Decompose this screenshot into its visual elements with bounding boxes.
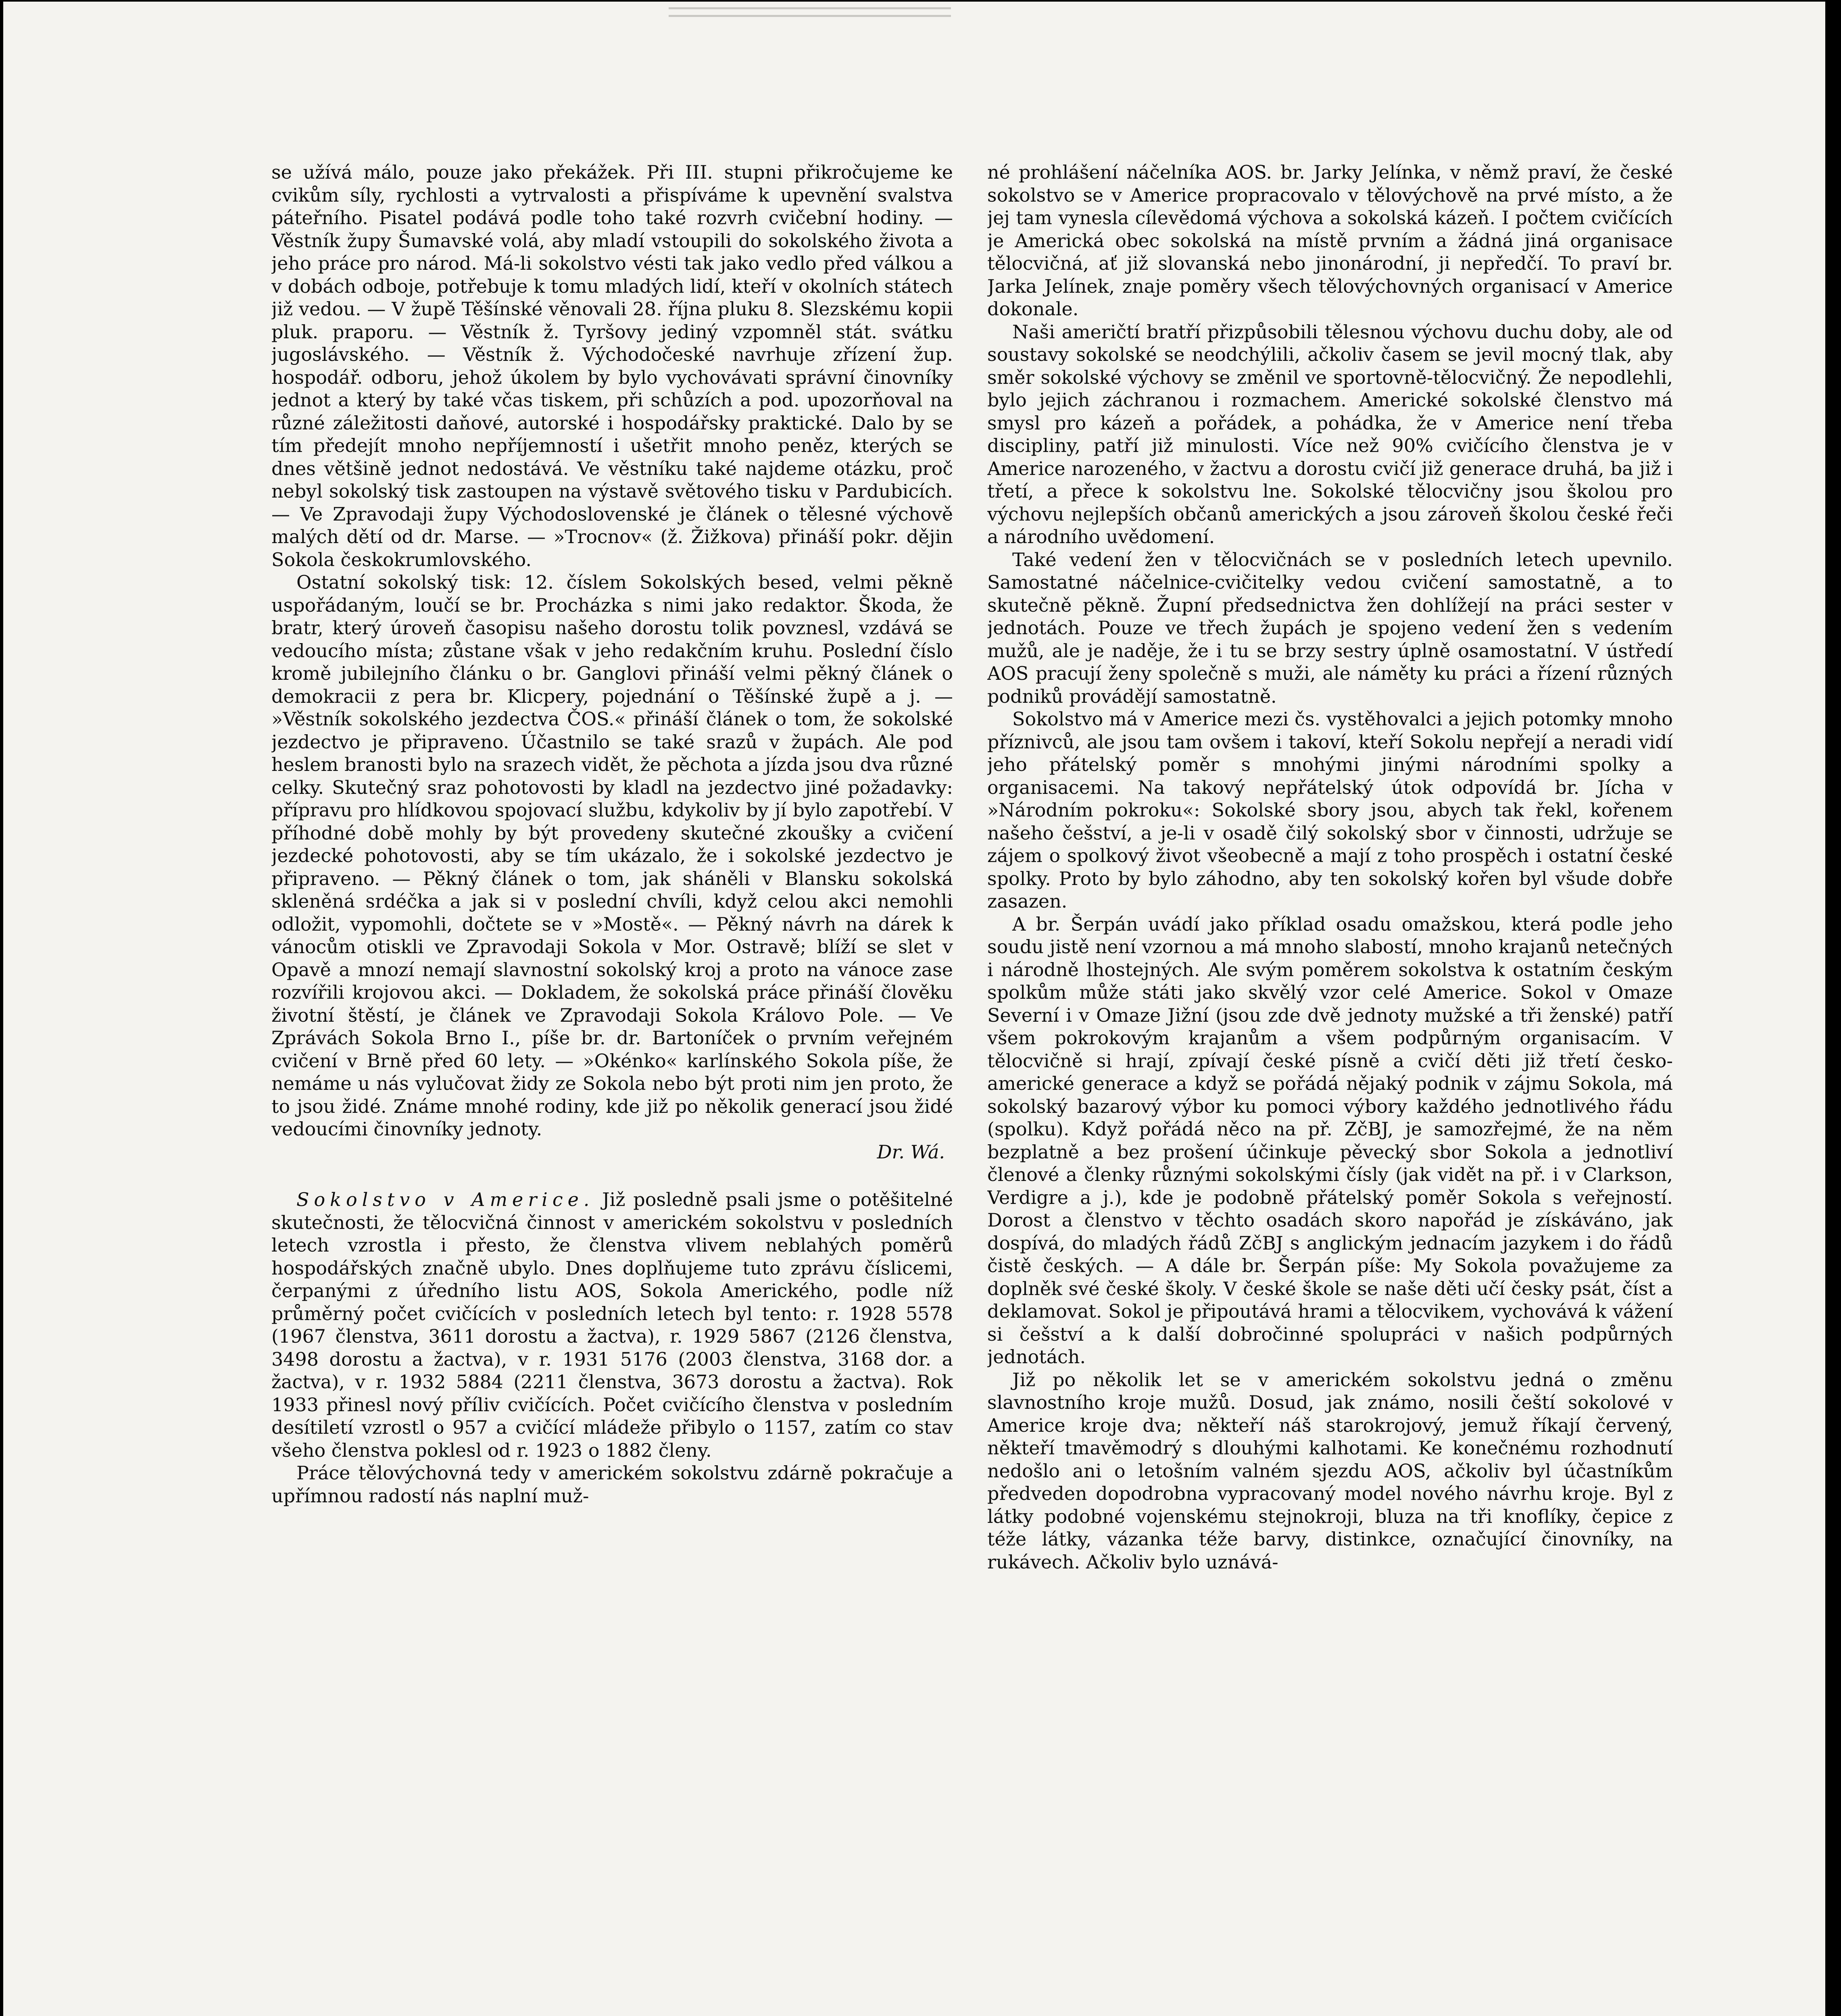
paragraph: Naši američtí bratří přizpůsobili tělesnou výchovu duchu doby, ale od soustavy sokolské se neodchýlili, ačkoliv časem se jevil mocný tlak, aby směr sokolské výchovy se změnil ve sportovně-tělocvičný. Že nepodlehli, bylo jejich záchranou i rozmachem. Americké sokolské členstvo má smysl pro kázeň a pořádek, a pohádka, že v Americe není třeba discipliny, patří již minulosti. Více než 90% cvičícího členstva je v Americe narozeného, v žactvu a dorostu cvičí již generace druhá, ba již i třetí, a přece k sokolstvu lne. Sokolské tělocvičny jsou školou pro výchovu nejlepších občanů amerických a jsou zároveň školou české řeči a národního uvědomení.: [987, 321, 1673, 548]
paragraph: Také vedení žen v tělocvičnách se v posledních letech upevnilo. Samostatné náčelnice-cvičitelky vedou cvičení samostatně, a to skutečně pěkně. Župní předsednictva žen dohlížejí na práci sester v jednotách. Pouze ve třech župách je spojeno vedení žen s vedením mužů, ale je naděje, že i tu se brzy sestry úplně osamostatní. V ústředí AOS pracují ženy společně s muži, ale náměty ku práci a řízení různých podniků provádějí samostatně.: [987, 548, 1673, 707]
right-column: [987, 161, 1673, 2016]
paragraph: Práce tělovýchovná tedy v americkém sokolstvu zdárně pokračuje a upřímnou radostí nás naplní muž-: [271, 1462, 953, 1507]
paragraph: Ostatní sokolský tisk: 12. číslem Sokolských besed, velmi pěkně uspořádaným, loučí se br. Procházka s nimi jako redaktor. Škoda, že bratr, který úroveň časopisu našeho dorostu tolik povznesl, vzdává se vedoucího místa; zůstane však v jeho redakčním kruhu. Poslední číslo kromě jubilejního článku o br. Ganglovi přináší velmi pěkný článek o demokracii z pera br. Klicpery, pojednání o Těšínské župě a j. — »Věstník sokolského jezdectva ČOS.« přináší článek o tom, že sokolské jezdectvo je připraveno. Účastnilo se také srazů v župách. Ale pod heslem branosti bylo na srazech vidět, že pěchota a jízda jsou dva různé celky. Skutečný sraz pohotovosti by kladl na jezdectvo jiné požadavky: přípravu pro hlídkovou spojovací službu, kdykoliv by jí bylo zapotřebí. V příhodné době mohly by být provedeny skutečné zkoušky a cvičení jezdecké pohotovosti, aby se tím ukázalo, že i sokolské jezdectvo je připraveno. — Pěkný článek o tom, jak sháněli v Blansku sokolská skleněná srdéčka a jak si v poslední chvíli, když celou akci nemohli odložit, vypomohli, dočtete se v »Mostě«. — Pěkný návrh na dárek k vánocům otiskli ve Zpravodaji Sokola v Mor. Ostravě; blíží se slet v Opavě a mnozí nemají slavnostní sokolský kroj a proto na vánoce zase rozvířili krojovou akci. — Dokladem, že sokolská práce přináší člověku životní štěstí, je článek ve Zpravodaji Sokola Královo Pole. — Ve Zprávách Sokola Brno I., píše br. dr. Bartoníček o prvním veřejném cvičení v Brně před 60 lety. — »Okénko« karlínského Sokola píše, že nemáme u nás vylučovat židy ze Sokola nebo být proti nim jen proto, že to jsou židé. Známe mnohé rodiny, kde již po několik generací jsou židé vedoucími činovníky jednoty.: [271, 571, 953, 1140]
paragraph: né prohlášení náčelníka AOS. br. Jarky Jelínka, v němž praví, že české sokolstvo se v Americe propracovalo v tělovýchově na prvé místo, a že jej tam vynesla cílevědomá výchova a sokolská kázeň. I počtem cvičících je Americká obec sokolská na místě prvním a žádná jiná organisace tělocvičná, ať již slovanská nebo jinonárodní, ji nepředčí. To praví br. Jarka Jelínek, znaje poměry všech tělovýchovných organisací v Americe dokonale.: [987, 161, 1673, 320]
left-column: [271, 161, 953, 2016]
page: [3, 2, 1825, 2016]
section-heading: Sokolstvo v Americe.: [296, 1189, 594, 1210]
header-decoration: [669, 2, 951, 38]
paragraph: [271, 1188, 953, 1462]
paragraph-text: Již posledně psali jsme o potěšitelné skutečnosti, že tělocvičná činnost v americkém sokolstvu v posledních letech vzrostla i přesto, že členstva vlivem neblahých poměrů hospodářských značně ubylo. Dnes doplňujeme tuto zprávu číslicemi, čerpanými z úředního listu AOS, Sokola Amerického, podle níž průměrný počet cvičících v posledních letech byl tento: r. 1928 5578 (1967 členstva, 3611 dorostu a žactva), r. 1929 5867 (2126 členstva, 3498 dorostu a žactva), v r. 1931 5176 (2003 členstva, 3168 dor. a žactva), v r. 1932 5884 (2211 členstva, 3673 dorostu a žactva). Rok 1933 přinesl nový příliv cvičících. Počet cvičícího členstva v posledním desítiletí vzrostl o 957 a cvičící mládeže přibylo o 1157, zatím co stav všeho členstva poklesl od r. 1923 o 1882 členy.: [271, 1189, 953, 1461]
paragraph: se užívá málo, pouze jako překážek. Při III. stupni přikročujeme ke cvikům síly, rychlosti a vytrvalosti a přispíváme k upevnění svalstva páteřního. Pisatel podává podle toho také rozvrh cvičební hodiny. — Věstník župy Šumavské volá, aby mladí vstoupili do sokolského života a jeho práce pro národ. Má-li sokolstvo vésti tak jako vedlo před válkou a v dobách odboje, potřebuje k tomu mladých lidí, kteří v okolních státech již vedou. — V župě Těšínské věnovali 28. října pluku 8. Slezskému kopii pluk. praporu. — Věstník ž. Tyršovy jediný vzpomněl stát. svátku jugoslávského. — Věstník ž. Východočeské navrhuje zřízení žup. hospodář. odboru, jehož úkolem by bylo vychovávati správní činovníky jednot a který by také včas tiskem, při schůzích a pod. upozorňoval na různé záležitosti daňové, autorské i hospodářsky praktické. Dalo by se tím předejít mnoho nepříjemností i ušetřit mnoho peněz, kterých se dnes většině jednot nedostává. Ve věstníku také najdeme otázku, proč nebyl sokolský tisk zastoupen na výstavě světového tisku v Pardubicích. — Ve Zpravodaji župy Východoslovenské je článek o tělesné výchově malých dětí od dr. Marse. — »Trocnov« (ž. Žižkova) přináší pokr. dějin Sokola českokrumlovského.: [271, 161, 953, 571]
signature: Dr. Wá.: [877, 1141, 945, 1163]
paragraph: Již po několik let se v americkém sokolstvu jedná o změnu slavnostního kroje mužů. Dosud, jak známo, nosili čeští sokolové v Americe kroje dva; někteří náš starokrojový, jemuž říkají červený, někteří tmavěmodrý s dlouhými kalhotami. Ke konečnému rozhodnutí nedošlo ani o letošním valném sjezdu AOS, ačkoliv byl účastníkům předveden dopodrobna vypracovaný model nového návrhu kroje. Byl z látky podobné vojenskému stejnokroji, bluza na tři knoflíky, čepice z téže látky, vázanka téže barvy, distinkce, označující činovníky, na rukávech. Ačkoliv bylo uznává-: [987, 1368, 1673, 1573]
paragraph: Sokolstvo má v Americe mezi čs. vystěhovalci a jejich potomky mnoho příznivců, ale jsou tam ovšem i takoví, kteří Sokolu nepřejí a neradi vidí jeho přátelský poměr s mnohými jinými národními spolky a organisacemi. Na takový nepřátelský útok odpovídá br. Jícha v »Národním pokroku«: Sokolské sbory jsou, abych tak řekl, kořenem našeho češství, a je-li v osadě čilý sokolský sbor v činnosti, udržuje se zájem o spolkový život všeobecně a mají z toho prospěch i ostatní české spolky. Proto by bylo záhodno, aby ten sokolský kořen byl všude dobře zasazen.: [987, 708, 1673, 912]
paragraph: A br. Šerpán uvádí jako příklad osadu omažskou, která podle jeho soudu jistě není vzornou a má mnoho slabostí, mnoho krajanů netečných i národně lhostejných. Ale svým poměrem sokolstva k ostatním českým spolkům může státi jako skvělý vzor celé Americe. Sokol v Omaze Severní i v Omaze Jižní (jsou zde dvě jednoty mužské a tři ženské) patří všem pokrokovým krajanům a všem podpůrným organisacím. V tělocvičně si hrají, zpívají české písně a cvičí děti již třetí česko-americké generace a když se pořádá nějaký podnik v zájmu Sokola, má sokolský bazarový výbor ku pomoci výbory každého jednotlivého řádu (spolku). Když pořádá něco na př. ZčBJ, je samozřejmé, že na něm bezplatně a bez prošení účinkuje pěvecký sbor Sokola a jednotliví členové a členky různými sokolskými čísly (jak vidět na př. i v Clarkson, Verdigre a j.), kde je podobně přátelský poměr Sokola s veřejností. Dorost a členstvo v těchto osadách skoro napořád je získáváno, jak dospívá, do mladých řádů ZčBJ s anglickým jednacím jazykem i do řádů čistě českých. — A dále br. Šerpán píše: My Sokola považujeme za doplněk své české školy. V české škole se naše děti učí česky psát, číst a deklamovat. Sokol je připoutává hrami a tělocvikem, vychovává k vážení si češství a k další dobročinné spolupráci v našich podpůrných jednotách.: [987, 913, 1673, 1368]
